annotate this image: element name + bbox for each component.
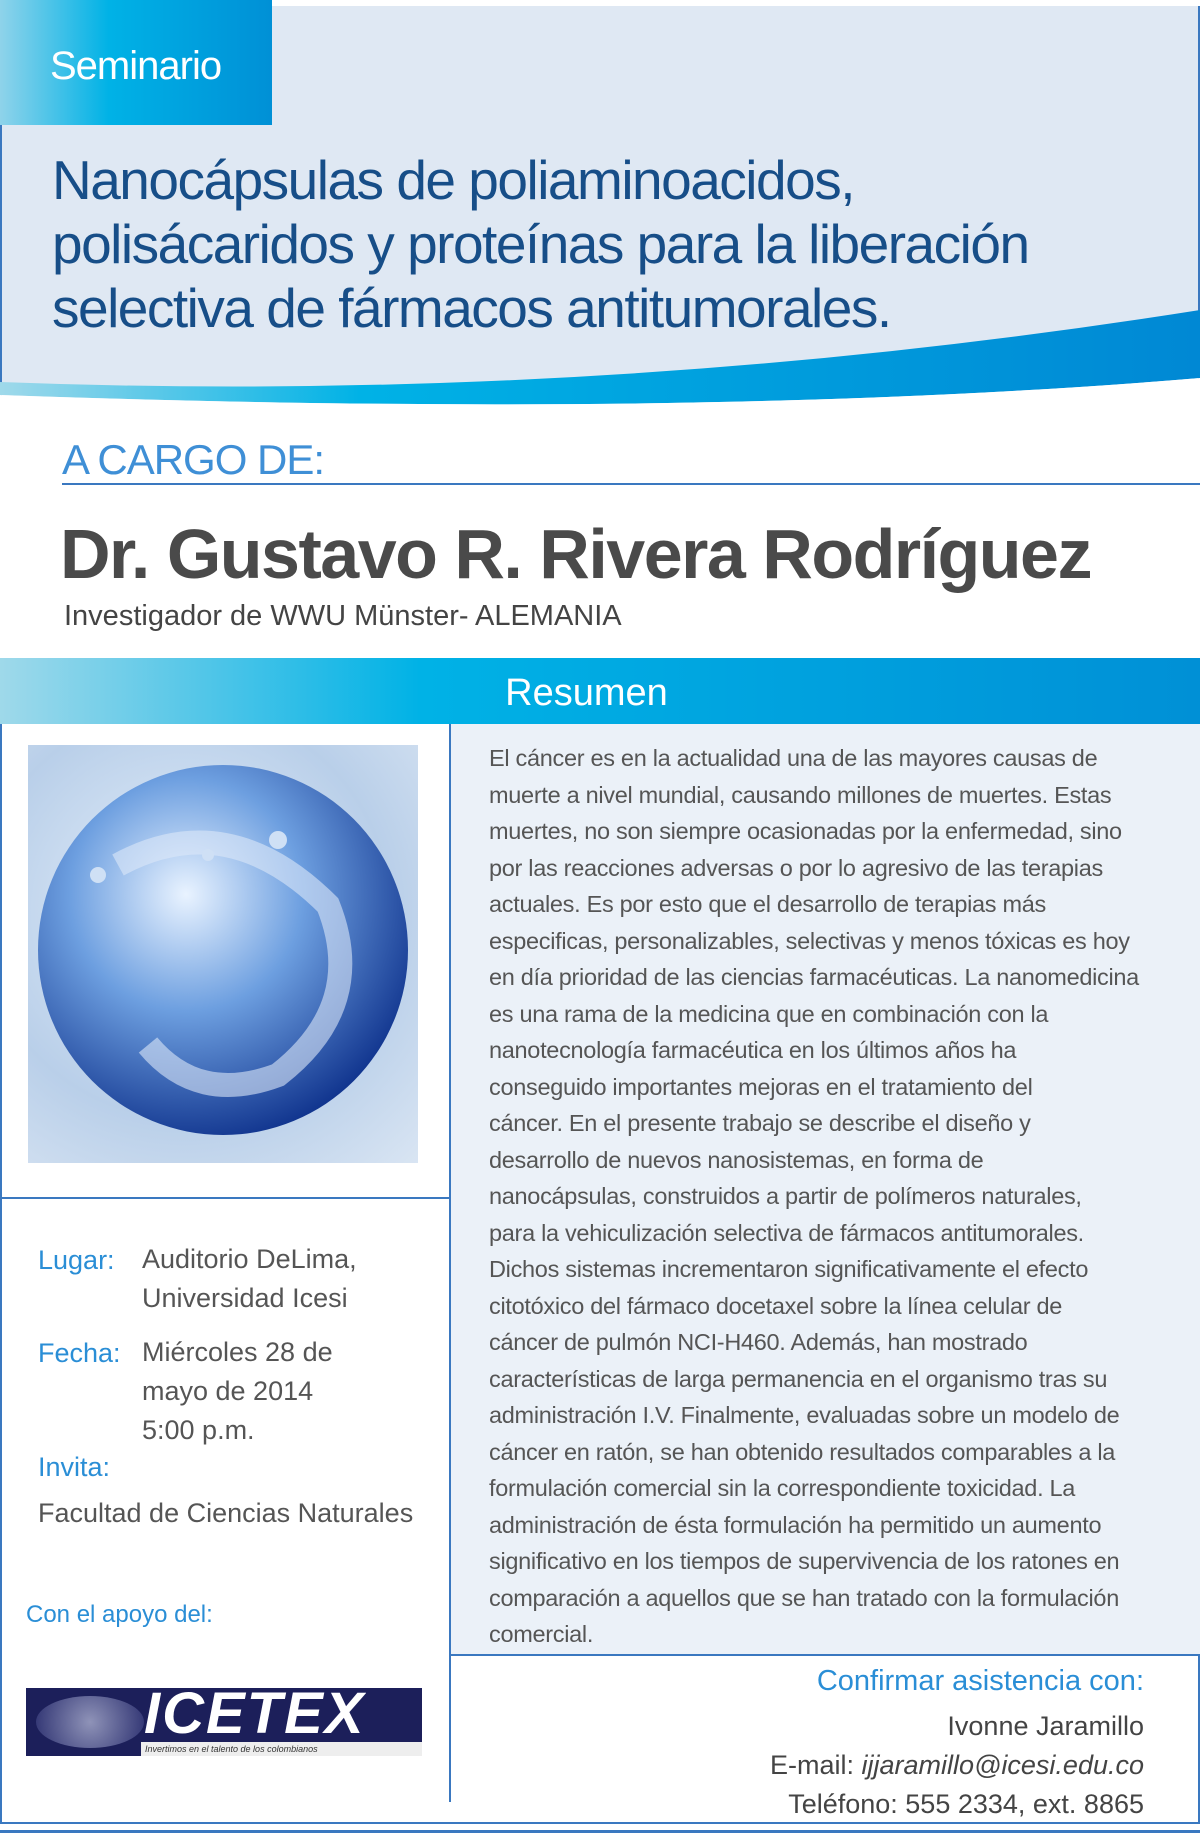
- abstract-panel: [449, 724, 1200, 1656]
- abstract-line: significativo en los tiempos de supervivencia de los ratones en: [489, 1548, 1120, 1574]
- title-line: polisácaridos y proteínas para la liberación: [52, 213, 1029, 275]
- lugar-value: [142, 1240, 357, 1318]
- abstract-line: para la vehiculización selectiva de fármacos antitumorales.: [489, 1219, 1084, 1246]
- abstract-line: conseguido importantes mejoras en el tratamiento del: [489, 1073, 1033, 1100]
- abstract-line: especificas, personalizables, selectivas y menos tóxicas es hoy: [489, 927, 1130, 954]
- fecha-line: 5:00 p.m.: [142, 1415, 255, 1445]
- abstract-line: comparación a aquellos que se han tratado con la formulación: [489, 1584, 1119, 1611]
- email-link[interactable]: ijjaramillo@icesi.edu.co: [861, 1750, 1144, 1780]
- abstract-line: cáncer de pulmón NCI-H460. Además, han mostrado: [489, 1329, 1028, 1355]
- fecha-line: Miércoles 28 de: [142, 1337, 333, 1367]
- lugar-label: Lugar:: [38, 1245, 115, 1275]
- nanosphere-image: [28, 745, 418, 1163]
- email-label: E-mail:: [769, 1750, 862, 1780]
- invita-label: Invita:: [38, 1452, 111, 1482]
- abstract-line: actuales. Es por esto que el desarrollo de terapias más: [489, 891, 1046, 917]
- divider: [62, 483, 1200, 485]
- footer-rule: [0, 1830, 1200, 1833]
- abstract-line: en día prioridad de las ciencias farmacéuticas. La nanomedicina: [489, 964, 1139, 990]
- abstract-line: es una rama de la medicina que en combinación con la: [489, 1000, 1049, 1027]
- speaker-name: Dr. Gustavo R. Rivera Rodríguez: [60, 515, 1091, 593]
- contact-block: [770, 1662, 1144, 1824]
- abstract-text: [489, 740, 1139, 1653]
- speaker-affiliation: Investigador de WWU Münster- ALEMANIA: [64, 600, 622, 632]
- lugar-line: Universidad Icesi: [142, 1283, 348, 1313]
- abstract-line: cáncer. En el presente trabajo se describe el diseño y: [489, 1110, 1031, 1136]
- fecha-label: Fecha:: [38, 1338, 121, 1368]
- abstract-line: comercial.: [489, 1621, 594, 1647]
- fecha-value: [142, 1333, 333, 1450]
- abstract-line: muerte a nivel mundial, causando millones de muertes. Estas: [489, 781, 1112, 808]
- invita-value: Facultad de Ciencias Naturales: [38, 1498, 414, 1528]
- contact-email: [770, 1746, 1144, 1785]
- abstract-line: cáncer en ratón, se han obtenido resultados comparables a la: [489, 1438, 1116, 1465]
- globe-icon: [36, 1696, 144, 1748]
- contact-heading: Confirmar asistencia con:: [816, 1665, 1144, 1697]
- column-divider: [449, 1656, 451, 1802]
- title-line: Nanocápsulas de poliaminoacidos,: [52, 149, 854, 211]
- abstract-line: nanocápsulas, construidos a partir de polímeros naturales,: [489, 1183, 1082, 1209]
- sphere-graphic: [28, 745, 418, 1163]
- lugar-line: Auditorio DeLima,: [142, 1244, 357, 1274]
- title-line: selectiva de fármacos antitumorales.: [52, 277, 891, 339]
- abstract-line: desarrollo de nuevos nanosistemas, en forma de: [489, 1146, 984, 1173]
- sponsor-label: Con el apoyo del:: [26, 1601, 213, 1628]
- logo-slogan: Invertimos en el talento de los colombianos: [141, 1742, 422, 1756]
- abstract-line: El cáncer es en la actualidad una de las mayores causas de: [489, 745, 1098, 771]
- abstract-line: administración de ésta formulación ha permitido un aumento: [489, 1511, 1102, 1538]
- speaker-label: A CARGO DE:: [62, 436, 325, 483]
- left-divider: [0, 1197, 449, 1199]
- seminar-tag: Seminario: [0, 0, 272, 125]
- contact-phone: Teléfono: 555 2334, ext. 8865: [788, 1789, 1144, 1819]
- abstract-line: administración I.V. Finalmente, evaluadas sobre un modelo de: [489, 1402, 1120, 1428]
- header-swoosh: [0, 290, 1200, 430]
- contact-name: Ivonne Jaramillo: [947, 1711, 1144, 1741]
- abstract-heading: Resumen: [505, 672, 668, 714]
- icetex-logo: [26, 1688, 422, 1756]
- abstract-line: citotóxico del fármaco docetaxel sobre la línea celular de: [489, 1292, 1063, 1319]
- footer-rule: [0, 1822, 1200, 1824]
- logo-text: ICETEX: [144, 1688, 366, 1740]
- abstract-line: por las reacciones adversas o por lo agresivo de las terapias: [489, 854, 1103, 881]
- fecha-line: mayo de 2014: [142, 1376, 314, 1406]
- top-gap: [272, 0, 1200, 6]
- abstract-line: nanotecnología farmacéutica en los últimos años ha: [489, 1037, 1017, 1063]
- abstract-line: Dichos sistemas incrementaron significativamente el efecto: [489, 1256, 1089, 1282]
- abstract-line: formulación comercial sin la correspondiente toxicidad. La: [489, 1475, 1076, 1501]
- abstract-line: muertes, no son siempre ocasionadas por la enfermedad, sino: [489, 818, 1122, 844]
- abstract-line: características de larga permanencia en el organismo tras su: [489, 1365, 1108, 1392]
